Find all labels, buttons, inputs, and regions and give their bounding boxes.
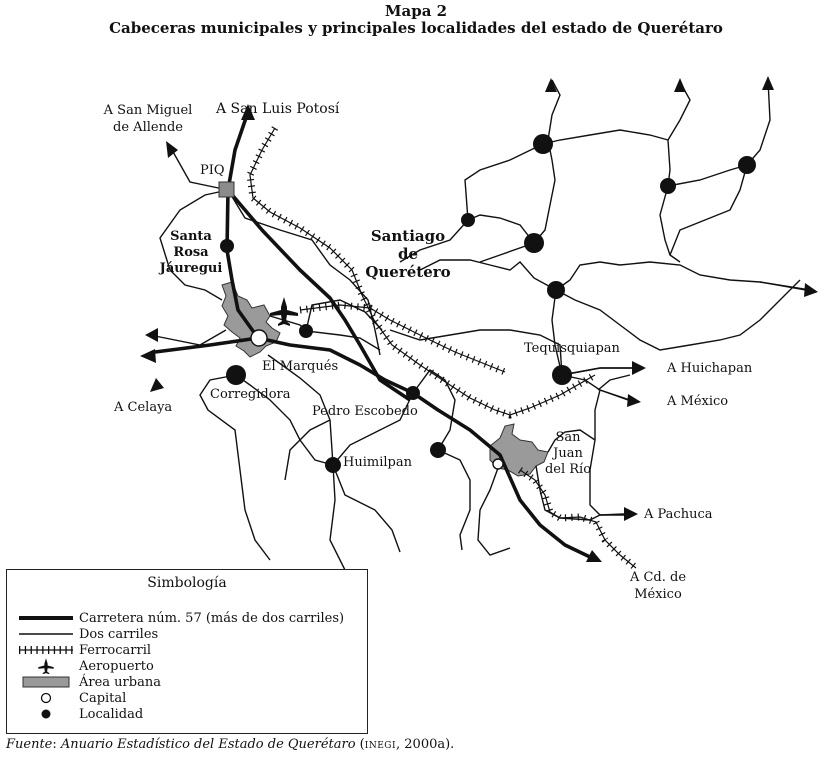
airport-icon bbox=[270, 297, 298, 326]
locality-north-2 bbox=[461, 213, 475, 227]
label-santiago-1: Santiago bbox=[370, 227, 446, 245]
locality-north-3 bbox=[524, 233, 544, 253]
legend-label-capital: Capital bbox=[79, 690, 127, 706]
source-open: ( bbox=[355, 737, 365, 752]
localities bbox=[220, 134, 756, 473]
legend-item-highway bbox=[17, 610, 344, 626]
arrow-san-miguel bbox=[166, 141, 178, 158]
locality-huimilpan bbox=[325, 457, 341, 473]
locality-pedro-escobedo bbox=[406, 386, 420, 400]
source-org: INEGI bbox=[364, 741, 397, 751]
label-pedro-escobedo: Pedro Escobedo bbox=[312, 404, 418, 419]
legend-item-railroad bbox=[17, 642, 151, 658]
legend-item-airport bbox=[17, 658, 154, 674]
arrow-huichapan bbox=[632, 361, 646, 375]
label-santa-rosa-2: Rosa bbox=[173, 245, 209, 260]
railroad-icon bbox=[17, 642, 75, 658]
highway-57 bbox=[155, 112, 590, 557]
label-cd-mexico-2: México bbox=[634, 587, 682, 602]
label-santa-rosa-3: Jáuregui bbox=[159, 261, 223, 276]
label-san-miguel-1: A San Miguel bbox=[103, 103, 193, 118]
thick-road-icon bbox=[17, 610, 75, 626]
label-celaya: A Celaya bbox=[114, 400, 173, 415]
thin-road-icon bbox=[17, 626, 75, 642]
label-san-juan-1: San bbox=[555, 430, 581, 445]
label-san-miguel-2: de Allende bbox=[113, 120, 183, 135]
arrow-pachuca bbox=[624, 507, 638, 521]
locality-el-marques bbox=[299, 324, 313, 338]
label-corregidora: Corregidora bbox=[210, 387, 291, 402]
urban-area-queretaro bbox=[222, 282, 280, 357]
locality-north-4 bbox=[547, 281, 565, 299]
locality-corregidora bbox=[226, 365, 246, 385]
source-year: , 2000a). bbox=[396, 737, 455, 752]
label-huimilpan: Huimilpan bbox=[343, 455, 412, 470]
capital-queretaro bbox=[251, 330, 267, 346]
map-title: Mapa 2 bbox=[384, 2, 448, 20]
capital-san-juan bbox=[493, 459, 503, 469]
legend bbox=[6, 569, 368, 734]
airplane-icon bbox=[17, 658, 75, 674]
source-note bbox=[6, 737, 454, 752]
legend-item-urban bbox=[17, 674, 161, 690]
label-huichapan: A Huichapan bbox=[667, 361, 753, 376]
legend-title: Simbología bbox=[147, 575, 227, 591]
label-cd-mexico-1: A Cd. de bbox=[629, 570, 687, 585]
legend-label-airport: Aeropuerto bbox=[79, 658, 154, 674]
label-santa-rosa-1: Santa bbox=[170, 229, 212, 244]
locality-north-6 bbox=[738, 156, 756, 174]
arrow-mexico bbox=[627, 394, 641, 407]
arrow-north-mid bbox=[674, 78, 686, 92]
label-el-marques: El Marqués bbox=[262, 359, 339, 374]
label-pachuca: A Pachuca bbox=[644, 507, 713, 522]
label-piq: PIQ bbox=[200, 163, 225, 178]
arrow-east-upper bbox=[804, 283, 818, 297]
legend-item-two-lane bbox=[17, 626, 158, 642]
legend-label-locality: Localidad bbox=[79, 706, 144, 722]
map-subtitle: Cabeceras municipales y principales localidades del estado de Querétaro bbox=[109, 19, 723, 37]
arrow-celaya bbox=[150, 378, 164, 392]
piq-marker bbox=[219, 182, 234, 197]
label-san-juan-2: Juan bbox=[553, 446, 583, 461]
legend-label-highway: Carretera núm. 57 (más de dos carriles) bbox=[79, 610, 345, 626]
locality-tequisquiapan bbox=[552, 365, 572, 385]
locality-north-5 bbox=[660, 178, 676, 194]
locality-santa-rosa bbox=[220, 239, 234, 253]
label-san-juan-3: del Río bbox=[544, 462, 592, 477]
legend-item-locality bbox=[17, 706, 143, 722]
legend-item-capital bbox=[17, 690, 126, 706]
locality-near-san-juan bbox=[430, 442, 446, 458]
source-title: Anuario Estadístico del Estado de Querétaro bbox=[60, 737, 356, 752]
legend-label-railroad: Ferrocarril bbox=[79, 642, 152, 658]
arrow-north-right bbox=[762, 76, 774, 90]
filled-circle-icon bbox=[17, 706, 75, 722]
open-circle-icon bbox=[17, 690, 75, 706]
arrow-west-lower bbox=[140, 349, 156, 363]
source-prefix: Fuente bbox=[6, 737, 53, 752]
legend-label-urban: Área urbana bbox=[79, 674, 161, 690]
arrow-west-upper bbox=[145, 328, 158, 342]
label-san-luis: A San Luis Potosí bbox=[216, 101, 340, 117]
locality-north-1 bbox=[533, 134, 553, 154]
source-sep: : bbox=[52, 737, 61, 752]
label-mexico: A México bbox=[667, 394, 729, 409]
legend-label-two-lane: Dos carriles bbox=[79, 626, 159, 642]
urban-area-icon bbox=[17, 674, 75, 690]
label-tequisquiapan: Tequisquiapan bbox=[524, 341, 620, 356]
label-santiago-3: Querétero bbox=[365, 263, 451, 281]
label-santiago-2: de bbox=[397, 245, 419, 263]
